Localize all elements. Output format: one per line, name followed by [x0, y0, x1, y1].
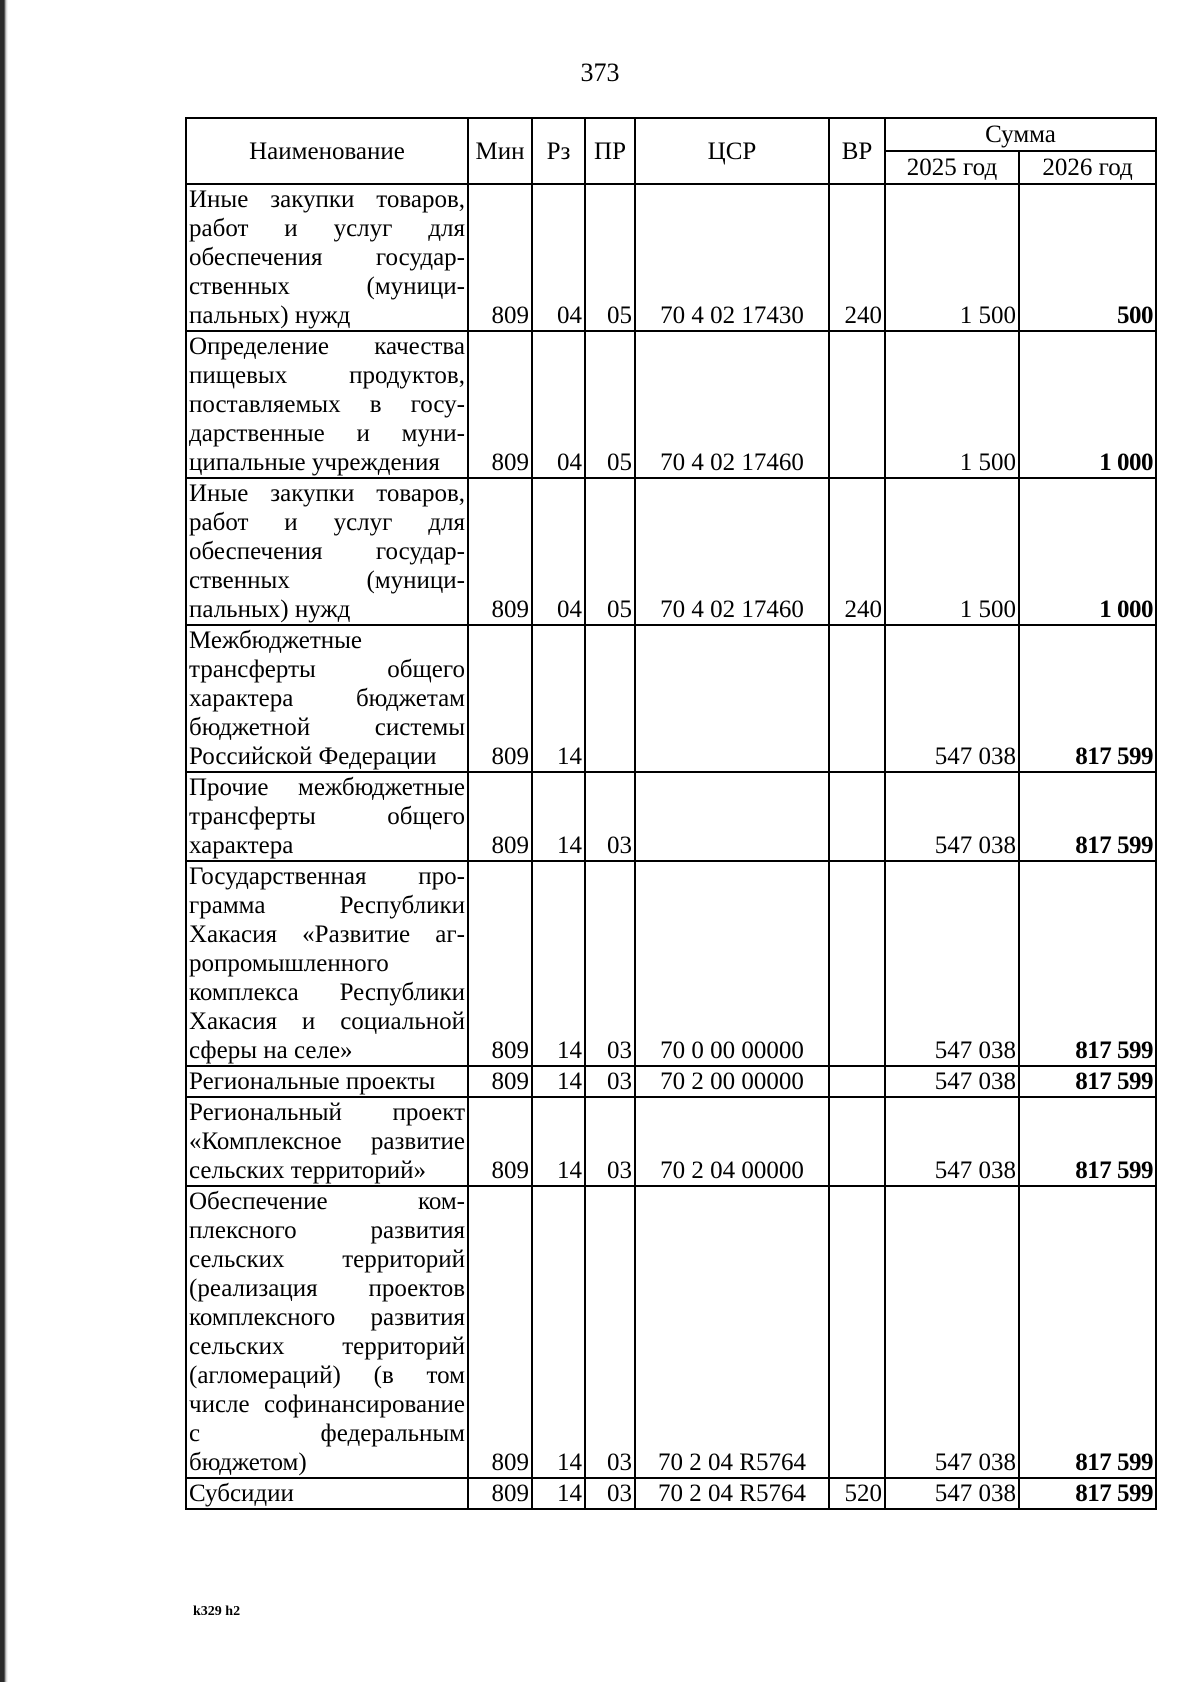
cell-csr: 70 4 02 17460 [635, 331, 829, 478]
cell-rz: 04 [532, 184, 585, 331]
footer-code: k329 h2 [193, 1604, 241, 1619]
cell-pr: 03 [585, 1066, 635, 1097]
cell-pr: 03 [585, 1478, 635, 1509]
header-sum: Сумма [885, 118, 1156, 151]
header-2026: 2026 год [1019, 151, 1156, 184]
cell-csr: 70 2 04 00000 [635, 1097, 829, 1186]
table-row [186, 184, 1156, 331]
cell-name: Иные закупки товаров, работ и услуг для обеспечения государственных (муниципальных) нужд [186, 184, 468, 331]
cell-vr [829, 1186, 885, 1478]
cell-csr: 70 2 04 R5764 [635, 1186, 829, 1478]
cell-sum-2026: 1 000 [1019, 478, 1156, 625]
cell-sum-2025: 1 500 [885, 478, 1019, 625]
cell-pr: 05 [585, 331, 635, 478]
cell-min: 809 [468, 331, 532, 478]
cell-vr [829, 1066, 885, 1097]
cell-pr: 03 [585, 861, 635, 1066]
table-row [186, 1066, 1156, 1097]
cell-sum-2025: 547 038 [885, 625, 1019, 772]
cell-name: Субсидии [186, 1478, 468, 1509]
cell-name: Государственная программа Республики Хакасия «Развитие агропромышленного комплекса Республики Хакасия и социальной сферы на селе» [186, 861, 468, 1066]
cell-pr: 03 [585, 772, 635, 861]
cell-sum-2025: 547 038 [885, 861, 1019, 1066]
cell-rz: 14 [532, 772, 585, 861]
table-row [186, 861, 1156, 1066]
cell-vr [829, 331, 885, 478]
header-pr: ПР [585, 118, 635, 184]
cell-sum-2026: 817 599 [1019, 1186, 1156, 1478]
cell-sum-2025: 547 038 [885, 1186, 1019, 1478]
cell-vr [829, 1097, 885, 1186]
header-name: Наименование [186, 118, 468, 184]
cell-sum-2025: 1 500 [885, 331, 1019, 478]
table-row [186, 1186, 1156, 1478]
cell-min: 809 [468, 861, 532, 1066]
cell-sum-2025: 547 038 [885, 1066, 1019, 1097]
cell-min: 809 [468, 625, 532, 772]
cell-vr [829, 772, 885, 861]
cell-pr [585, 625, 635, 772]
cell-csr: 70 2 04 R5764 [635, 1478, 829, 1509]
table-row [186, 1097, 1156, 1186]
cell-csr: 70 2 00 00000 [635, 1066, 829, 1097]
cell-vr: 240 [829, 478, 885, 625]
header-2025: 2025 год [885, 151, 1019, 184]
cell-min: 809 [468, 1066, 532, 1097]
cell-sum-2025: 547 038 [885, 1097, 1019, 1186]
cell-vr: 240 [829, 184, 885, 331]
scan-edge [0, 0, 8, 1682]
table-row [186, 478, 1156, 625]
cell-csr: 70 0 00 00000 [635, 861, 829, 1066]
cell-sum-2026: 817 599 [1019, 1066, 1156, 1097]
cell-pr: 03 [585, 1186, 635, 1478]
cell-csr [635, 625, 829, 772]
cell-sum-2026: 817 599 [1019, 861, 1156, 1066]
cell-rz: 14 [532, 1066, 585, 1097]
cell-sum-2026: 817 599 [1019, 625, 1156, 772]
cell-rz: 04 [532, 478, 585, 625]
cell-rz: 14 [532, 1097, 585, 1186]
cell-min: 809 [468, 478, 532, 625]
cell-name: Межбюджетные трансферты общего характера бюджетам бюджетной системы Российской Федерации [186, 625, 468, 772]
table-row [186, 1478, 1156, 1509]
table-row [186, 331, 1156, 478]
cell-csr: 70 4 02 17460 [635, 478, 829, 625]
cell-sum-2026: 817 599 [1019, 772, 1156, 861]
cell-pr: 03 [585, 1097, 635, 1186]
cell-min: 809 [468, 1097, 532, 1186]
cell-vr [829, 625, 885, 772]
cell-vr [829, 861, 885, 1066]
cell-sum-2025: 1 500 [885, 184, 1019, 331]
cell-rz: 14 [532, 1186, 585, 1478]
header-csr: ЦСР [635, 118, 829, 184]
cell-csr: 70 4 02 17430 [635, 184, 829, 331]
cell-sum-2026: 500 [1019, 184, 1156, 331]
cell-sum-2025: 547 038 [885, 1478, 1019, 1509]
cell-rz: 04 [532, 331, 585, 478]
cell-min: 809 [468, 1186, 532, 1478]
cell-min: 809 [468, 184, 532, 331]
page-number: 373 [580, 58, 620, 87]
header-min: Мин [468, 118, 532, 184]
cell-rz: 14 [532, 625, 585, 772]
cell-pr: 05 [585, 478, 635, 625]
budget-table [185, 117, 1157, 1510]
cell-pr: 05 [585, 184, 635, 331]
cell-sum-2026: 817 599 [1019, 1097, 1156, 1186]
table-row [186, 772, 1156, 861]
cell-vr: 520 [829, 1478, 885, 1509]
cell-sum-2026: 817 599 [1019, 1478, 1156, 1509]
header-vr: ВР [829, 118, 885, 184]
table-row [186, 625, 1156, 772]
header-rz: Рз [532, 118, 585, 184]
cell-sum-2025: 547 038 [885, 772, 1019, 861]
cell-name: Региональные проекты [186, 1066, 468, 1097]
cell-min: 809 [468, 772, 532, 861]
table-body [186, 184, 1156, 1509]
cell-sum-2026: 1 000 [1019, 331, 1156, 478]
cell-name: Определение качества пищевых продуктов, поставляемых в государственные и муниципальные учреждения [186, 331, 468, 478]
cell-name: Обеспечение комплексного развития сельских территорий (реализация проектов комплексного развития сельских территорий (агломераций) (в том числе софинансирование с федеральным бюджетом) [186, 1186, 468, 1478]
cell-name: Иные закупки товаров, работ и услуг для обеспечения государственных (муниципальных) нужд [186, 478, 468, 625]
cell-csr [635, 772, 829, 861]
cell-rz: 14 [532, 1478, 585, 1509]
cell-rz: 14 [532, 861, 585, 1066]
cell-min: 809 [468, 1478, 532, 1509]
table-header [186, 118, 1156, 184]
cell-name: Прочие межбюджетные трансферты общего характера [186, 772, 468, 861]
cell-name: Региональный проект «Комплексное развитие сельских территорий» [186, 1097, 468, 1186]
